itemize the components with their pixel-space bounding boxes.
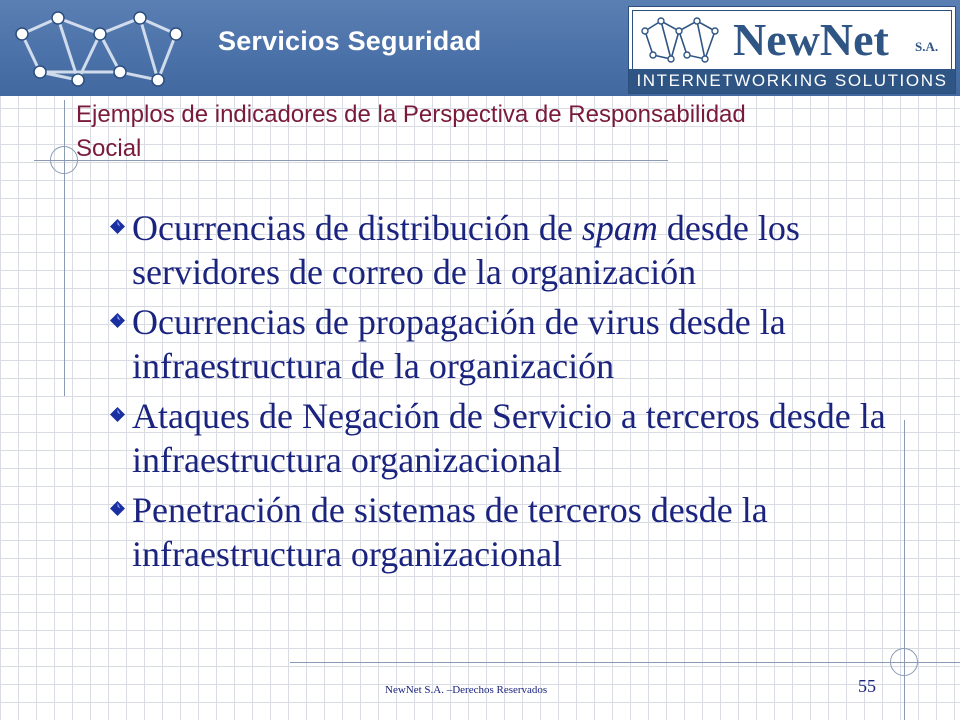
bullet-text: desde los servidores de correo de la organización (132, 208, 800, 292)
list-item (100, 394, 900, 482)
list-item (100, 488, 900, 576)
diamond-bullet-icon (110, 407, 125, 422)
diamond-bullet-icon (110, 219, 125, 234)
header-banner (0, 0, 960, 96)
decorative-circle (50, 146, 78, 174)
bullet-text: Ataques de Negación de Servicio a terceros desde la infraestructura organizacional (132, 396, 886, 480)
logo-frame (632, 10, 952, 70)
divider-line (290, 662, 960, 663)
bullet-list (100, 206, 900, 582)
logo-network-icon (639, 15, 729, 65)
logo-tagline: INTERNETWORKING SOLUTIONS (629, 69, 955, 93)
network-graph-icon (0, 0, 210, 96)
bullet-text: Ocurrencias de distribución de (132, 208, 582, 248)
slide-subtitle: Ejemplos de indicadores de la Perspectiva de Responsabilidad Social (76, 101, 746, 162)
list-item (100, 300, 900, 388)
logo-name: NewNet (733, 14, 889, 65)
page-number: 55 (858, 676, 876, 696)
company-logo (628, 6, 956, 94)
header-title: Servicios Seguridad (218, 26, 482, 56)
footer-copyright: NewNet S.A. –Derechos Reservados (385, 684, 548, 696)
bullet-text: Penetración de sistemas de terceros desde la infraestructura organizacional (132, 490, 768, 574)
divider-line (64, 100, 65, 396)
bullet-emphasis: spam (581, 208, 658, 248)
diamond-bullet-icon (110, 313, 125, 328)
bullet-text: Ocurrencias de propagación de virus desde la infraestructura de la organización (132, 302, 786, 386)
diamond-bullet-icon (110, 501, 125, 516)
logo-suffix: S.A. (915, 39, 939, 54)
list-item (100, 206, 900, 294)
decorative-circle (890, 648, 918, 676)
